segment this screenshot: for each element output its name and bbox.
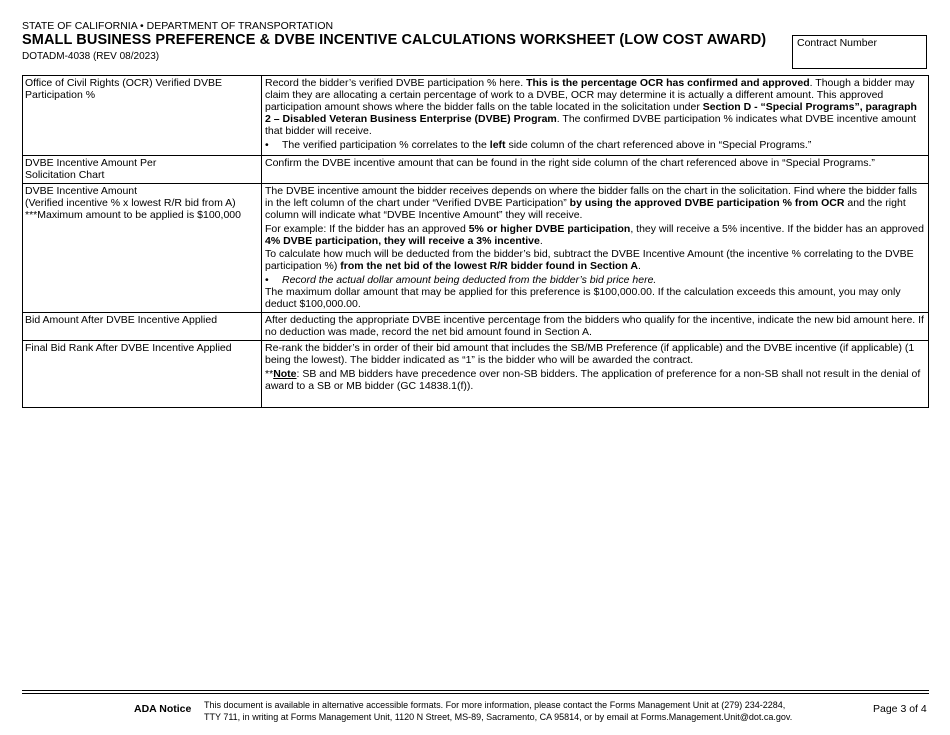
row-description [262,184,929,313]
label-line: Solicitation Chart [25,169,105,181]
row-description [262,341,929,408]
row-description [262,313,929,341]
row-label [23,156,262,184]
contract-number-label: Contract Number [797,37,877,49]
paragraph: Confirm the DVBE incentive amount that can be found in the right side column of the chart referenced above in “Special Programs.” [265,157,875,169]
paragraph: Record the bidder’s verified DVBE participation % here. This is the percentage OCR has confirmed and approved. Though a bidder may claim they are allocating a certain percentage of work to a DVBE, OCR may determine it is actually a different amount. This approved participation amount shows where the bidder falls on the table located in the solicitation under Section D - “Special Programs”, paragraph 2 – Disabled Veteran Business Enterprise (DVBE) Program. The confirmed DVBE participation % indicates what DVBE incentive amount that bidder will receive. [265,77,917,137]
form-number: DOTADM-4038 (REV 08/2023) [22,51,160,62]
label-line: Office of Civil Rights (OCR) Verified DVBE Participation % [25,77,223,101]
ada-line: This document is available in alternative accessible formats. For more information, please contact the Forms Management Unit at (279) 234-2284, [204,700,786,710]
form-title: SMALL BUSINESS PREFERENCE & DVBE INCENTIVE CALCULATIONS WORKSHEET (LOW COST AWARD) [22,32,767,48]
row-description [262,156,929,184]
paragraph: The DVBE incentive amount the bidder receives depends on where the bidder falls on the chart in the solicitation. Find where the bidder falls in the left column of the chart under “Verified DVBE Participation” by using the approved DVBE participation % from OCR and the right column will indicate what “DVBE Incentive Amount” they will receive. [265,185,917,221]
row-label [23,184,262,313]
agency-line: STATE OF CALIFORNIA • DEPARTMENT OF TRANSPORTATION [22,20,334,32]
footer-rule [22,693,929,694]
label-line: Bid Amount After DVBE Incentive Applied [25,314,218,326]
table-row [23,313,929,341]
paragraph: For example: If the bidder has an approved 5% or higher DVBE participation, they will receive a 5% incentive. If the bidder has an approved 4% DVBE participation, they will receive a 3% incentive. [265,223,924,247]
paragraph: To calculate how much will be deducted from the bidder’s bid, subtract the DVBE Incentive Amount (the incentive % correlating to the DVBE participation %) from the net bid of the lowest R/R bidder found in Section A. [265,248,914,272]
bullet-item: • The verified participation % correlates to the left side column of the chart referenced above in “Special Programs.” [265,139,924,151]
page-number: Page 3 of 4 [873,703,927,715]
table-row [23,76,929,156]
label-line: (Verified incentive % x lowest R/R bid from A) [25,197,236,209]
table-row [23,156,929,184]
table-row [23,341,929,408]
bullet-item: • Record the actual dollar amount being deducted from the bidder’s bid price here. [265,274,924,286]
table-row [23,184,929,313]
paragraph: **Note: SB and MB bidders have precedence over non-SB bidders. The application of preference for a non-SB shall not result in the denial of award to a SB or MB bidder (GC 14838.1(f)). [265,368,921,392]
footer-rule [22,690,929,691]
label-line: DVBE Incentive Amount [25,185,138,197]
contract-number-field[interactable] [792,35,927,69]
paragraph: After deducting the appropriate DVBE incentive percentage from the bidders who qualify for the incentive, indicate the new bid amount here. If no deduction was made, record the net bid amount found in Section A. [265,314,924,338]
ada-line: TTY 711, in writing at Forms Management Unit, 1120 N Street, MS-89, Sacramento, CA 95814, or by email at Forms.Management.Unit@dot.ca.gov. [204,712,793,722]
row-label [23,76,262,156]
label-line: DVBE Incentive Amount Per [25,157,157,169]
row-label [23,313,262,341]
paragraph: Re-rank the bidder’s in order of their bid amount that includes the SB/MB Preference (if applicable) and the DVBE incentive (if applicable) (1 being the lowest). The bidder indicated as “1” is the bidder who will be awarded the contract. [265,342,915,366]
ada-notice-text [204,699,792,723]
label-line: Final Bid Rank After DVBE Incentive Applied [25,342,232,354]
worksheet-table [22,75,929,408]
row-label [23,341,262,408]
paragraph: The maximum dollar amount that may be applied for this preference is $100,000.00. If the calculation exceeds this amount, you may only deduct $100,000.00. [265,286,901,310]
ada-notice-label: ADA Notice [134,703,192,715]
label-line: ***Maximum amount to be applied is $100,000 [25,209,241,221]
row-description [262,76,929,156]
